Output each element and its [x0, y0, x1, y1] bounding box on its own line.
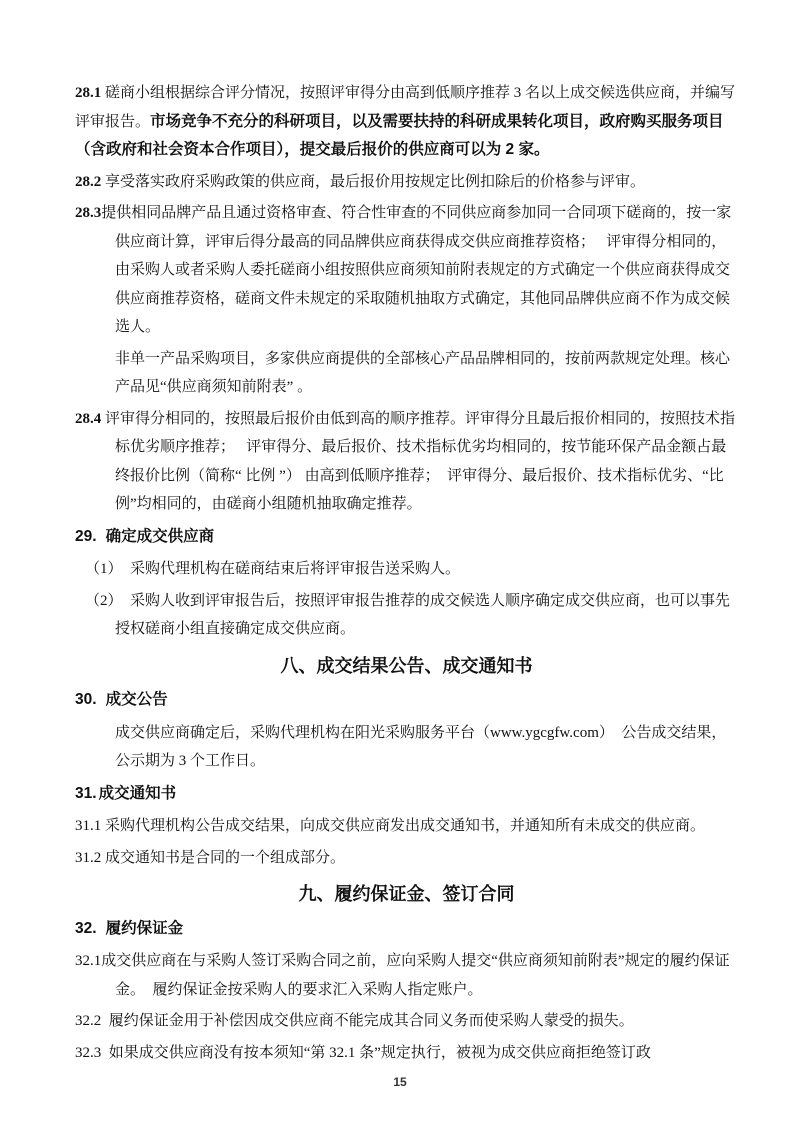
- clause-29-item-1: [75, 555, 738, 584]
- clause-28-3-continuation-text: 非单一产品采购项目，多家供应商提供的全部核心产品品牌相同的，按前两款规定处理。核心产品见“供应商须知前附表” 。: [115, 350, 731, 395]
- page-number: 15: [393, 1075, 407, 1089]
- clause-30-text-paragraph: [115, 719, 738, 776]
- clause-28-1-text: 磋商小组根据综合评分情况，按照评审得分由高到低顺序推荐 3 名以上成交候选供应商，并编写评审报告。: [75, 85, 736, 130]
- clause-29-item-1-number: （1）: [85, 561, 116, 577]
- clause-32-3-text: 如果成交供应商没有按本须知“第 32.1 条”规定执行，被视为成交供应商拒绝签订政: [108, 1044, 651, 1061]
- clause-32-1: [75, 947, 738, 1004]
- section-9-heading: [75, 880, 738, 909]
- clause-32-1-text: 成交供应商在与采购人签订采购合同之前，应向采购人提交“供应商须知前附表”规定的履约保证金。 履约保证金按采购人的要求汇入采购人指定账户。: [101, 953, 730, 998]
- clause-28-4-number: 28.4: [75, 410, 105, 427]
- clause-28-4-text: 评审得分相同的，按照最后报价由低到高的顺序推荐。评审得分且最后报价相同的，按照技术指标优劣顺序推荐； 评审得分、最后报价、技术指标优劣均相同的，按节能环保产品金额占最终报价比例（简称“ 比例 ”） 由高到低顺序推荐； 评审得分、最后报价、技术指标优劣、“比例”均相同的，由磋商小组随机抽取确定推荐。: [105, 410, 736, 512]
- clause-31-1-text: 采购代理机构公告成交结果，向成交供应商发出成交通知书，并通知所有未成交的供应商。: [105, 818, 706, 834]
- clause-29-item-2: [75, 587, 738, 644]
- clause-28-2-number: 28.2: [75, 173, 105, 190]
- clause-32-2-number: 32.2: [75, 1013, 109, 1029]
- clause-31-2-text: 成交通知书是合同的一个组成部分。: [105, 849, 346, 866]
- clause-32-1-number: 32.1: [75, 953, 102, 969]
- clause-28-4: [75, 405, 738, 519]
- clause-31-1: [75, 812, 738, 841]
- clause-32-2: [75, 1007, 738, 1036]
- clause-32-label: 履约保证金: [105, 919, 184, 937]
- clause-31-1-number: 31.1: [75, 818, 105, 834]
- clause-30-text: 成交供应商确定后，采购代理机构在阳光采购服务平台（www.ygcgfw.com） 公告成交结果，公示期为 3 个工作日。: [115, 724, 727, 769]
- clause-28-3: [75, 199, 738, 342]
- clause-29-label: 确定成交供应商: [105, 527, 215, 545]
- clause-31-heading: [75, 780, 738, 809]
- clause-31-label: 成交通知书: [98, 784, 177, 802]
- section-9-title: 九、履约保证金、签订合同: [298, 884, 515, 904]
- clause-29-item-2-text: 采购人收到评审报告后，按照评审报告推荐的成交候选人顺序确定成交供应商，也可以事先授权磋商小组直接确定成交供应商。: [115, 592, 731, 637]
- clause-32-number: 32.: [75, 919, 97, 937]
- clause-29-item-1-text: 采购代理机构在磋商结束后将评审报告送采购人。: [115, 561, 461, 577]
- clause-29-item-2-number: （2）: [85, 592, 116, 609]
- clause-31-number: 31.: [75, 784, 97, 802]
- section-8-title: 八、成交结果公告、成交通知书: [280, 655, 533, 676]
- clause-28-1-number: 28.1: [75, 85, 105, 101]
- clause-29-number: 29.: [75, 527, 97, 545]
- clause-30-heading: [75, 686, 738, 715]
- clause-28-3-number: 28.3: [75, 205, 102, 221]
- clause-32-3-number: 32.3: [75, 1044, 109, 1061]
- clause-28-2: [75, 168, 738, 197]
- clause-28-2-text: 享受落实政府采购政策的供应商，最后报价用按规定比例扣除后的价格参与评审。: [105, 173, 646, 190]
- clause-29-heading: [75, 523, 738, 552]
- clause-32-2-text: 履约保证金用于补偿因成交供应商不能完成其合同义务而使采购人蒙受的损失。: [108, 1013, 634, 1029]
- clause-30-number: 30.: [75, 691, 97, 708]
- clause-31-2-number: 31.2: [75, 849, 105, 866]
- clause-28-3-continuation: [115, 345, 738, 402]
- clause-32-heading: [75, 915, 738, 944]
- clause-31-2: [75, 844, 738, 873]
- clause-28-1-bold-text: 市场竞争不充分的科研项目，以及需要扶持的科研成果转化项目，政府购买服务项目（含政府和社会资本合作项目），提交最后报价的供应商可以为 2 家。: [75, 112, 724, 158]
- section-8-heading: [75, 652, 738, 681]
- clause-28-1: [75, 79, 738, 165]
- clause-28-3-text: 提供相同品牌产品且通过资格审查、符合性审查的不同供应商参加同一合同项下磋商的，按一家供应商计算，评审后得分最高的同品牌供应商获得成交供应商推荐资格； 评审得分相同的，由采购人或者采购人委托磋商小组按照供应商须知前附表规定的方式确定一个供应商获得成交供应商推荐资格，磋商文件未规定的采取随机抽取方式确定，其他同品牌供应商不作为成交候选人。: [101, 205, 732, 335]
- clause-32-3: [75, 1039, 738, 1068]
- clause-30-label: 成交公告: [105, 691, 168, 708]
